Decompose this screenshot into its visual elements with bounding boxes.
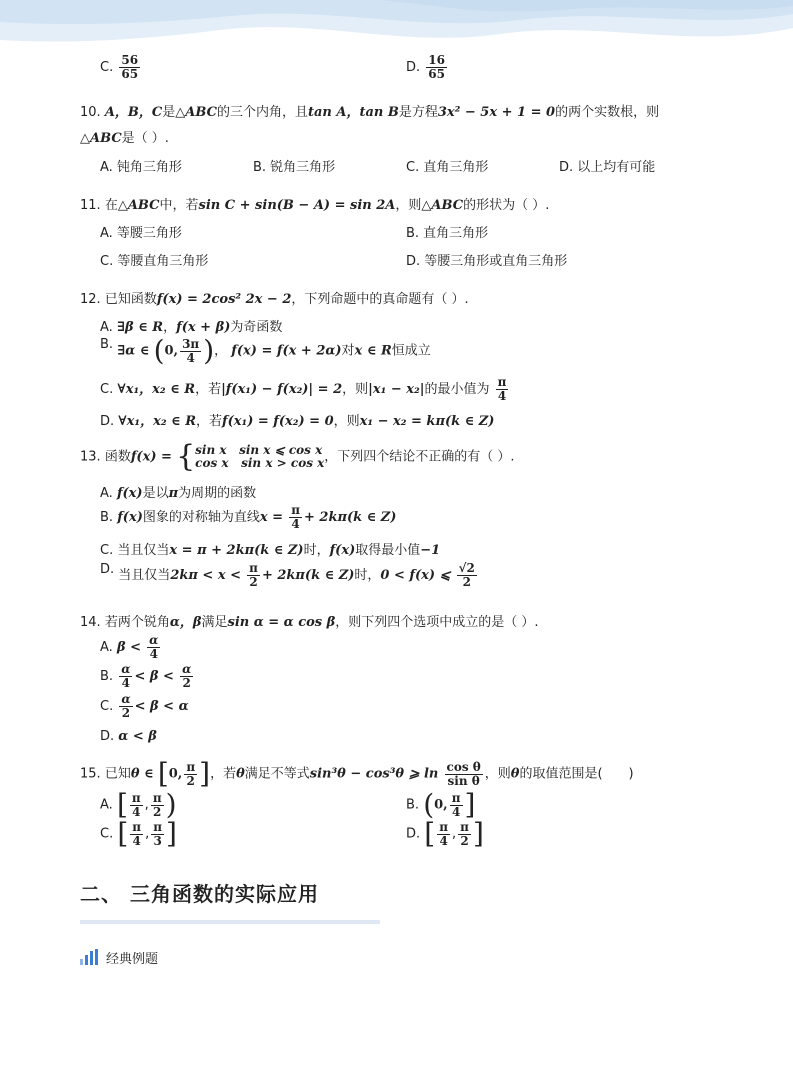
q14-stem: 14. 若两个锐角α，β满足sin α = α cos β，则下列四个选项中成立的是（ ）. bbox=[80, 615, 539, 630]
q15-option-b[interactable]: B. (0, $\frac{\pi}{4}$ ] bbox=[406, 788, 476, 821]
q11-option-b[interactable]: B. 直角三角形 bbox=[406, 226, 489, 241]
q14-option-a[interactable]: A. β < $\frac{\alpha}{4}$ bbox=[100, 633, 159, 661]
section-title: 二、 三角函数的实际应用 bbox=[80, 882, 319, 906]
q10-stem-line2: △ABC是（ ）. bbox=[80, 131, 169, 146]
q11-stem: 11. 在△ABC中，若sin C + sin(B − A) = sin 2A，则△ABC的形状为（ ）. bbox=[80, 198, 550, 213]
q15-option-d[interactable]: D. [ $\frac{\pi}{4}$ , $\frac{\pi}{2}$ ] bbox=[406, 817, 484, 850]
subhead-classic-examples: 经典例题 bbox=[80, 947, 158, 967]
q15-option-c[interactable]: C. [ $\frac{\pi}{4}$ , $\frac{\pi}{3}$ ] bbox=[100, 817, 177, 850]
q10-option-c[interactable]: C. 直角三角形 bbox=[406, 160, 489, 175]
bar-chart-icon bbox=[80, 949, 98, 965]
q10-option-a[interactable]: A. 钝角三角形 bbox=[100, 160, 182, 175]
q11-option-c[interactable]: C. 等腰直角三角形 bbox=[100, 254, 209, 269]
q9-option-c[interactable]: C. $\frac{56}{65}$ bbox=[100, 53, 139, 81]
q11-option-a[interactable]: A. 等腰三角形 bbox=[100, 226, 182, 241]
q12-option-c[interactable]: C. ∀x₁，x₂ ∈ R，若|f(x₁) − f(x₂)| = 2，则|x₁ − x₂|的最小值为 $\frac{\pi}{4}$ bbox=[100, 375, 507, 403]
q10-option-b[interactable]: B. 锐角三角形 bbox=[253, 160, 336, 175]
q15-stem: 15. 已知θ ∈ [0, $\frac{\pi}{2}$ ]，若θ满足不等式sin³θ − cos³θ ⩾ ln $\frac{\text{cos θ}}{\text{sin θ}}$ ，则θ的取值范围是( ) bbox=[80, 757, 634, 790]
q13-stem: 13. 函数f(x) = { sin x sin x ⩽ cos x cos x sin x > cos x ，下列四个结论不正确的有（ ）. bbox=[80, 439, 515, 474]
q11-option-d[interactable]: D. 等腰三角形或直角三角形 bbox=[406, 254, 568, 269]
q15-option-a[interactable]: A. [ $\frac{\pi}{4}$ , $\frac{\pi}{2}$ ) bbox=[100, 788, 177, 821]
q10-stem: 10. A，B，C是△ABC的三个内角，且tan A，tan B是方程3x² − 5x + 1 = 0的两个实数根，则 bbox=[80, 105, 660, 120]
header-wave-decoration bbox=[0, 0, 793, 60]
fraction: $\frac{16}{65}$ bbox=[428, 53, 445, 81]
q14-option-c[interactable]: C. $\frac{\alpha}{2}$ < β < α bbox=[100, 692, 189, 720]
q14-option-b[interactable]: B. $\frac{\alpha}{4}$ < β < $\frac{\alpha}{2}$ bbox=[100, 662, 192, 690]
q9-option-d[interactable]: D. $\frac{16}{65}$ bbox=[406, 53, 445, 81]
q10-option-d[interactable]: D. 以上均有可能 bbox=[559, 160, 656, 175]
q13-option-d[interactable]: D. 当且仅当2kπ < x < $\frac{\pi}{2}$ + 2kπ(k ∈ Z)时，0 < f(x) ⩽ $\frac{√2}{2}$ bbox=[100, 561, 475, 589]
q12-option-d[interactable]: D. ∀x₁，x₂ ∈ R，若f(x₁) = f(x₂) = 0，则x₁ − x₂ = kπ(k ∈ Z) bbox=[100, 414, 495, 429]
section-underline bbox=[80, 920, 380, 924]
fraction: $\frac{56}{65}$ bbox=[121, 53, 139, 81]
q14-option-d[interactable]: D. α < β bbox=[100, 729, 157, 744]
q12-option-a[interactable]: A. ∃β ∈ R，f(x + β)为奇函数 bbox=[100, 320, 283, 335]
q13-option-a[interactable]: A. f(x)是以π为周期的函数 bbox=[100, 486, 257, 501]
q13-option-b[interactable]: B. f(x)图象的对称轴为直线x = $\frac{\pi}{4}$ + 2kπ(k ∈ Z) bbox=[100, 503, 397, 531]
q13-option-c[interactable]: C. 当且仅当x = π + 2kπ(k ∈ Z)时，f(x)取得最小值−1 bbox=[100, 543, 441, 558]
q12-option-b[interactable]: B. ∃α ∈ (0, $\frac{3\pi}{4}$ )， f(x) = f(x + 2α)对x ∈ R恒成立 bbox=[100, 334, 431, 367]
piecewise-cases: sin x sin x ⩽ cos x cos x sin x > cos x bbox=[195, 443, 325, 470]
q12-stem: 12. 已知函数f(x) = 2cos² 2x − 2，下列命题中的真命题有（ ）. bbox=[80, 292, 469, 307]
